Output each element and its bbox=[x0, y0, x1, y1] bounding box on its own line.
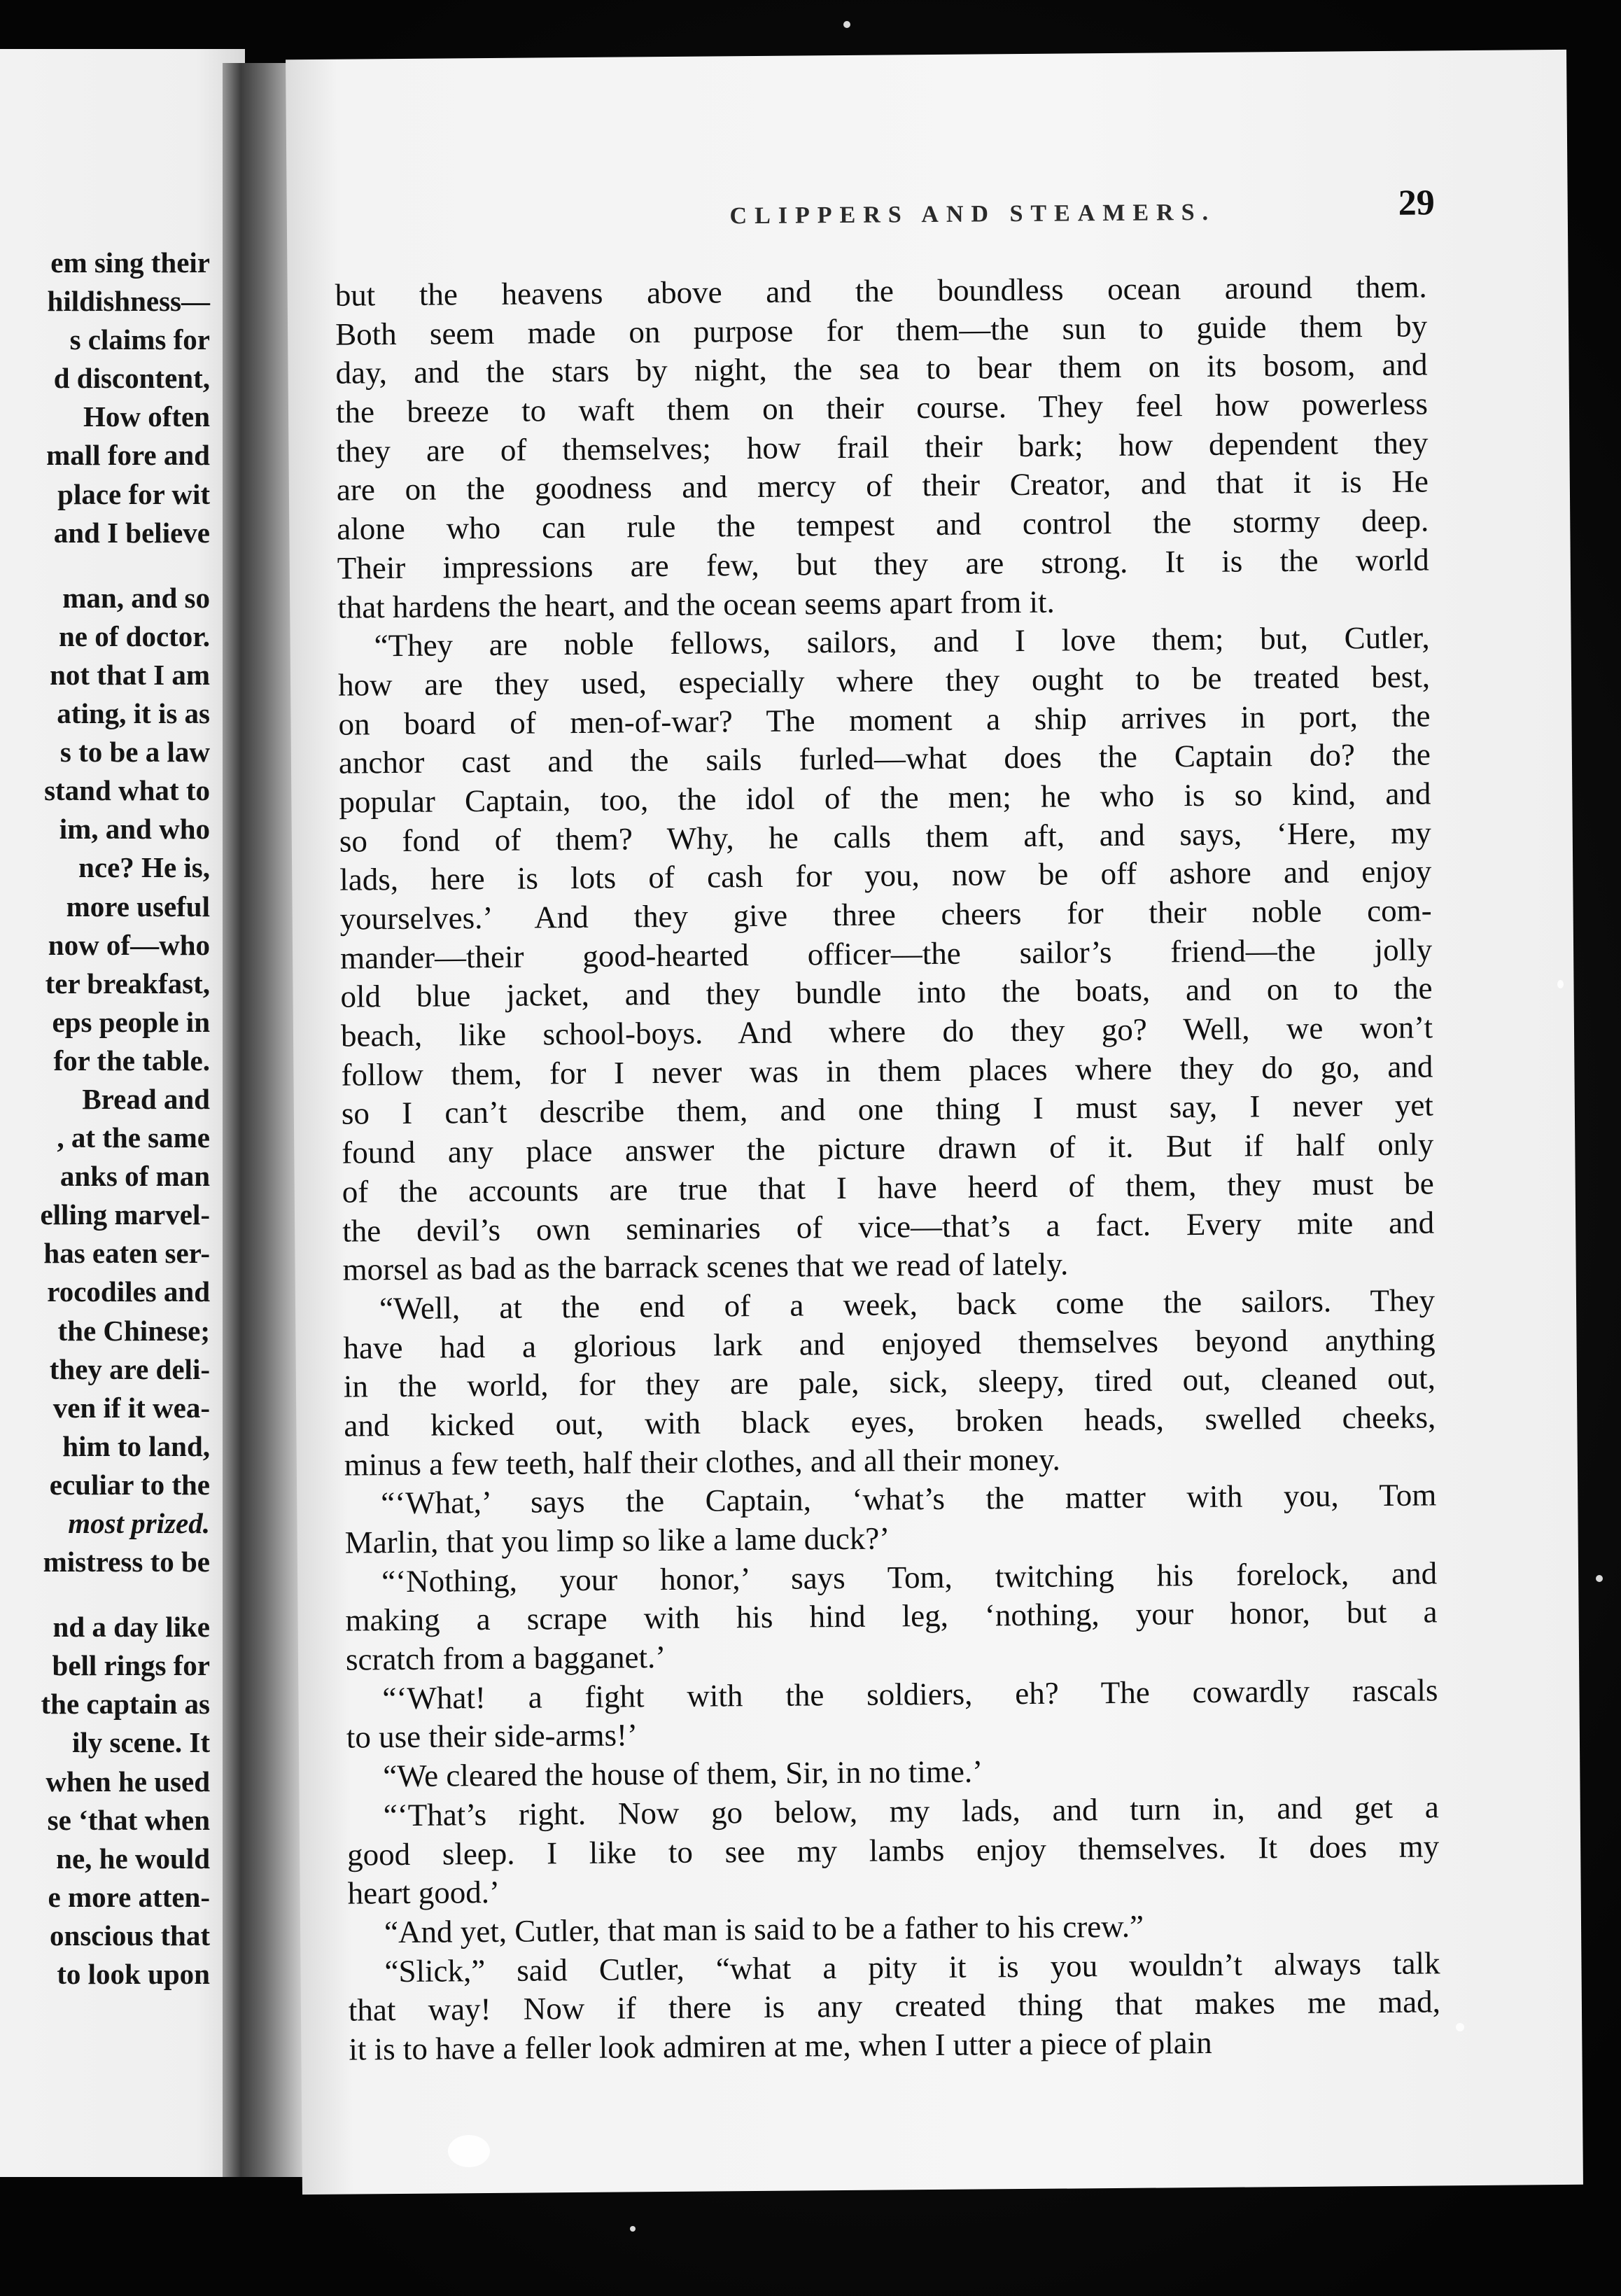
right-page bbox=[286, 50, 1583, 2194]
left-page-line: d discontent, bbox=[53, 362, 210, 395]
body-line: how are they used, especially where they ought to be treated best, bbox=[337, 659, 1431, 703]
body-line: to use their side-arms!’ bbox=[346, 1717, 638, 1756]
dust-speck bbox=[843, 21, 850, 28]
left-page-line: the Chinese; bbox=[57, 1314, 210, 1347]
left-page-line: place for wit bbox=[57, 477, 210, 510]
body-line: “‘What! a fight with the soldiers, eh? The cowardly rascals bbox=[382, 1672, 1438, 1716]
left-page-line: ily scene. It bbox=[72, 1726, 210, 1759]
left-page-line: stand what to bbox=[44, 774, 210, 807]
body-line: Marlin, that you limp so like a lame duck?’ bbox=[344, 1520, 890, 1560]
left-page-line: and I believe bbox=[53, 516, 210, 549]
body-line: that way! Now if there is any created thing that makes me mad, bbox=[348, 1984, 1441, 2028]
left-page-line: the captain as bbox=[41, 1688, 210, 1721]
left-page-line: im, and who bbox=[59, 813, 210, 846]
body-line: heart good.’ bbox=[347, 1875, 500, 1911]
body-line: popular Captain, too, the idol of the men; he who is so kind, and bbox=[339, 776, 1431, 820]
body-line: “‘What,’ says the Captain, ‘what’s the matter with you, Tom bbox=[381, 1477, 1437, 1521]
left-page-line: mall fore and bbox=[46, 439, 210, 472]
body-line: but the heavens above and the boundless ocean around them. bbox=[335, 269, 1427, 313]
left-page-line: ating, it is as bbox=[57, 697, 210, 730]
left-page-line: ne of doctor. bbox=[59, 620, 210, 652]
body-line: “‘Nothing, your honor,’ says Tom, twitching his forelock, and bbox=[381, 1555, 1438, 1599]
body-line: yourselves.’ And they give three cheers for their noble com- bbox=[339, 892, 1432, 937]
body-line: anchor cast and the sails furled—what does the Captain do? the bbox=[338, 736, 1431, 780]
dust-speck bbox=[1456, 2023, 1464, 2031]
left-page-line: more useful bbox=[66, 890, 210, 923]
left-page-line: Bread and bbox=[82, 1082, 210, 1115]
left-page-line: when he used bbox=[45, 1765, 210, 1798]
left-page-line: em sing their bbox=[50, 246, 210, 279]
left-page-line: rocodiles and bbox=[47, 1275, 210, 1308]
body-line: beach, like school-boys. And where do they go? Well, we won’t bbox=[340, 1009, 1433, 1054]
left-page-line: hildishness— bbox=[47, 285, 210, 318]
body-line: that hardens the heart, and the ocean seems apart from it. bbox=[337, 584, 1055, 625]
body-line: “Slick,” said Cutler, “what a pity it is you wouldn’t always talk bbox=[384, 1945, 1440, 1989]
left-page bbox=[0, 49, 245, 2177]
body-line: lads, here is lots of cash for you, now be off ashore and enjoy bbox=[339, 853, 1432, 897]
body-line: “We cleared the house of them, Sir, in no time.’ bbox=[383, 1754, 983, 1794]
body-line: “‘That’s right. Now go below, my lads, and turn in, and get a bbox=[383, 1789, 1439, 1833]
left-page-line: e more atten- bbox=[48, 1880, 210, 1913]
body-line: the breeze to waft them on their course. They feel how powerless bbox=[335, 386, 1429, 430]
body-line: on board of men-of-war? The moment a ship arrives in port, the bbox=[338, 697, 1431, 742]
left-page-line: s to be a law bbox=[59, 736, 210, 769]
body-line: and kicked out, with black eyes, broken heads, swelled cheeks, bbox=[344, 1399, 1436, 1443]
left-page-line: man, and so bbox=[62, 581, 210, 614]
body-line: are on the goodness and mercy of their Creator, and that it is He bbox=[336, 463, 1429, 508]
left-page-line: most prized. bbox=[68, 1507, 210, 1539]
left-page-text bbox=[0, 244, 210, 1994]
dust-speck bbox=[1557, 980, 1564, 988]
body-line: in the world, for they are pale, sick, sleepy, tired out, cleaned out, bbox=[343, 1360, 1436, 1404]
left-page-line bbox=[0, 1581, 210, 1608]
left-page-line: bell rings for bbox=[52, 1649, 210, 1682]
left-page-line: eculiar to the bbox=[49, 1468, 210, 1501]
left-page-line: onscious that bbox=[50, 1919, 210, 1952]
dust-speck bbox=[630, 2226, 636, 2232]
left-page-line: has eaten ser- bbox=[43, 1237, 210, 1270]
body-line: it is to have a feller look admiren at me, when I utter a piece of plain bbox=[349, 2024, 1212, 2067]
left-page-line: elling marvel- bbox=[40, 1198, 210, 1231]
body-line: day, and the stars by night, the sea to bear them on its bosom, and bbox=[335, 346, 1428, 391]
left-page-line: for the table. bbox=[53, 1044, 210, 1077]
body-line: “And yet, Cutler, that man is said to be a father to his crew.” bbox=[384, 1908, 1144, 1950]
left-page-line: nd a day like bbox=[52, 1611, 210, 1644]
body-line: morsel as bad as the barrack scenes that we read of lately. bbox=[342, 1246, 1069, 1287]
left-page-line: , at the same bbox=[57, 1121, 210, 1154]
body-line: Both seem made on purpose for them—the sun to guide them by bbox=[335, 308, 1428, 352]
body-line: making a scrape with his hind leg, ‘nothing, your honor, but a bbox=[345, 1594, 1438, 1639]
dust-speck bbox=[1596, 1575, 1603, 1582]
body-line: of the accounts are true that I have heerd of them, they must be bbox=[342, 1166, 1434, 1210]
page-number: 29 bbox=[1398, 183, 1435, 223]
left-page-line: now of—who bbox=[48, 928, 210, 961]
left-page-line: ne, he would bbox=[56, 1842, 210, 1875]
left-page-line: ter breakfast, bbox=[45, 967, 210, 1000]
body-line: so fond of them? Why, he calls them aft, and says, ‘Here, my bbox=[339, 815, 1431, 859]
left-page-line bbox=[0, 552, 210, 579]
body-line: mander—their good-hearted officer—the sailor’s friend—the jolly bbox=[339, 932, 1433, 976]
body-line: Their impressions are few, but they are strong. It is the world bbox=[337, 542, 1429, 586]
body-line: minus a few teeth, half their clothes, and all their money. bbox=[344, 1441, 1060, 1483]
left-page-line: nce? He is, bbox=[78, 851, 210, 884]
left-page-line: se ‘that when bbox=[47, 1803, 210, 1836]
body-text bbox=[335, 267, 1440, 2069]
body-line: the devil’s own seminaries of vice—that’s a fact. Every mite and bbox=[342, 1204, 1435, 1249]
body-line: follow them, for I never was in them places where they do go, and bbox=[341, 1049, 1433, 1093]
left-page-line: to look upon bbox=[57, 1958, 210, 1991]
body-line: good sleep. I like to see my lambs enjoy themselves. It does my bbox=[346, 1828, 1440, 1872]
left-page-line: him to land, bbox=[62, 1429, 210, 1462]
body-line: “They are noble fellows, sailors, and I love them; but, Cutler, bbox=[374, 620, 1430, 664]
left-page-line: they are deli- bbox=[49, 1352, 210, 1385]
left-page-line: not that I am bbox=[50, 658, 210, 691]
body-line: alone who can rule the tempest and control the stormy deep. bbox=[337, 503, 1429, 547]
body-line: they are of themselves; how frail their bark; how dependent they bbox=[336, 425, 1429, 469]
body-line: “Well, at the end of a week, back come the sailors. They bbox=[379, 1282, 1436, 1326]
left-page-line: eps people in bbox=[52, 1005, 210, 1038]
left-page-line: mistress to be bbox=[43, 1546, 210, 1578]
body-line: scratch from a bagganet.’ bbox=[345, 1639, 666, 1677]
dust-speck bbox=[448, 2135, 490, 2167]
left-page-line: anks of man bbox=[59, 1160, 210, 1193]
body-line: have had a glorious lark and enjoyed themselves beyond anything bbox=[343, 1321, 1436, 1366]
left-page-line: ven if it wea- bbox=[52, 1391, 210, 1424]
running-head: CLIPPERS AND STEAMERS. bbox=[729, 199, 1216, 230]
body-line: found any place answer the picture drawn of it. But if half only bbox=[342, 1126, 1434, 1170]
body-line: so I can’t describe them, and one thing I must say, I never yet bbox=[341, 1087, 1434, 1132]
left-page-line: How often bbox=[83, 400, 210, 433]
left-page-line: s claims for bbox=[69, 323, 210, 356]
body-line: old blue jacket, and they bundle into the boats, and on to the bbox=[340, 970, 1433, 1015]
